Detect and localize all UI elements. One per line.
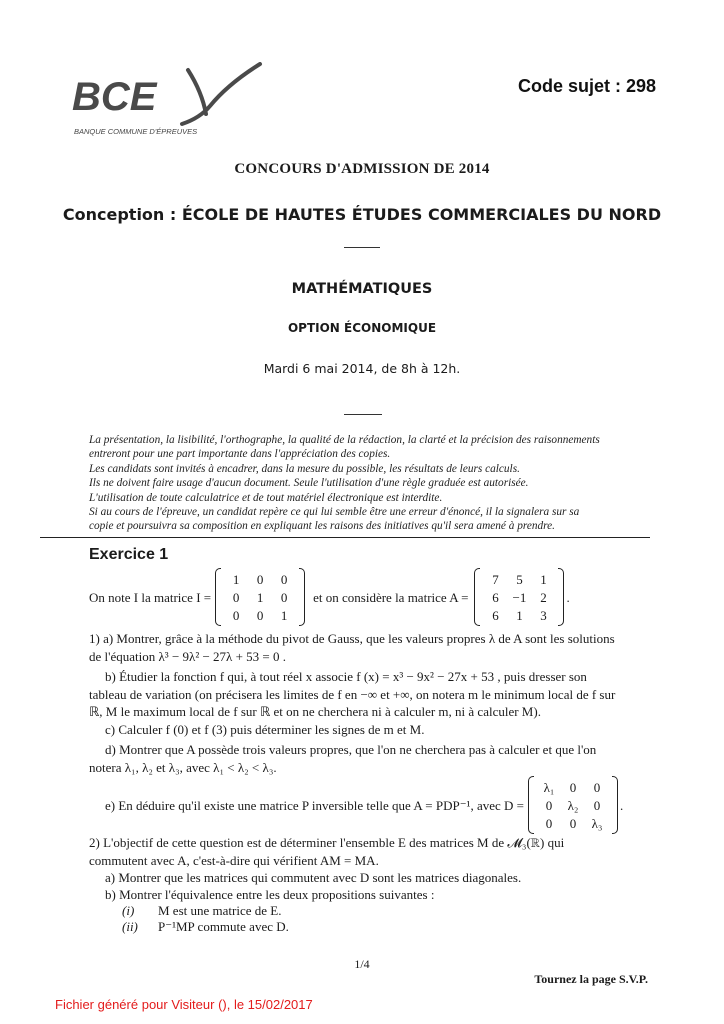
question-2b-i: M est une matrice de E.: [158, 903, 282, 918]
divider: [344, 247, 380, 248]
bce-logo: [70, 62, 270, 142]
question-1b-line3: ℝ, M le maximum local de f sur ℝ et on ne cherchera ni à calculer m, ni à calculer M).: [89, 704, 541, 719]
instruction-line: La présentation, la lisibilité, l'orthographe, la qualité de la rédaction, la clarté et la précision des raisonnements: [89, 434, 600, 446]
question-1d-line2: notera λ₁, λ₂ et λ₃, avec λ₁ < λ₂ < λ₃.: [89, 760, 277, 775]
intro-text-b: et on considère la matrice A =: [313, 589, 469, 605]
generated-file-note: Fichier généré pour Visiteur (), le 15/02/2017: [55, 997, 313, 1012]
instruction-line: entreront pour une part importante dans l'appréciation des copies.: [89, 448, 391, 461]
logo-text: BCE: [72, 75, 157, 119]
question-2b-i-number: (i): [122, 903, 135, 918]
question-1d-line1: d) Montrer que A possède trois valeurs propres, que l'on ne cherchera pas à calculer et que l'on: [105, 742, 597, 757]
question-1e: [105, 776, 623, 834]
section-divider: [40, 537, 650, 538]
matrix-d: λ₁ 0 0 0 λ₂ 0 0 0 λ₃: [528, 776, 618, 834]
divider: [344, 414, 382, 415]
exercise-title: Exercice 1: [89, 546, 169, 563]
code-sujet: Code sujet : 298: [517, 76, 656, 96]
logo-subtitle: BANQUE COMMUNE D'ÉPREUVES: [74, 127, 198, 136]
option-title: OPTION ÉCONOMIQUE: [287, 321, 437, 335]
intro-text-a: On note I la matrice I =: [89, 589, 212, 605]
instructions: [89, 433, 649, 534]
instruction-line: Ils ne doivent faire usage d'aucun document. Seule l'utilisation d'une règle graduée est autorisée.: [89, 477, 529, 490]
question-1a-line1: 1) a) Montrer, grâce à la méthode du pivot de Gauss, que les valeurs propres λ de A sont les solutions: [89, 631, 615, 646]
question-2a: a) Montrer que les matrices qui commutent avec D sont les matrices diagonales.: [105, 870, 522, 885]
question-2b-ii-number: (ii): [122, 919, 138, 934]
page-number: 1/4: [354, 957, 370, 971]
instruction-line: L'utilisation de toute calculatrice et de tout matériel électronique est interdite.: [89, 491, 443, 504]
concours-title: CONCOURS D'ADMISSION DE 2014: [234, 161, 490, 177]
question-2-line2: commutent avec A, c'est-à-dire qui vérifient AM = MA.: [89, 853, 379, 868]
question-1c: c) Calculer f (0) et f (3) puis déterminer les signes de m et M.: [105, 722, 425, 737]
intro-end: .: [566, 589, 570, 605]
exercise-intro: [89, 568, 570, 626]
conception-title: Conception : ÉCOLE DE HAUTES ÉTUDES COMMERCIALES DU NORD: [62, 205, 662, 224]
question-1e-text: e) En déduire qu'il existe une matrice P inversible telle que A = PDP⁻¹, avec D =: [105, 797, 524, 813]
instruction-line: Les candidats sont invités à encadrer, dans la mesure du possible, les résultats de leurs calculs.: [89, 462, 520, 475]
instruction-line: Si au cours de l'épreuve, un candidat repère ce qui lui semble être une erreur d'énoncé, il la signalera sur sa: [89, 506, 580, 519]
matrix-i: 1 0 0 0 1 0 0 0 1: [215, 568, 305, 626]
question-2b-ii: P⁻¹MP commute avec D.: [158, 919, 289, 934]
matrix-a: 7 5 1 6 −1 2 6 1 3: [474, 568, 564, 626]
subject-title: MATHÉMATIQUES: [291, 281, 433, 297]
question-2b: b) Montrer l'équivalence entre les deux propositions suivantes :: [105, 887, 435, 902]
question-1e-end: .: [619, 797, 624, 813]
question-2-line1: 2) L'objectif de cette question est de déterminer l'ensemble E des matrices M de 𝓜₃(ℝ) qui: [89, 835, 565, 850]
instruction-line: copie et poursuivra sa composition en expliquant les raisons des initiatives qu'il sera amené à prendre.: [89, 520, 555, 533]
exam-date: Mardi 6 mai 2014, de 8h à 12h.: [263, 361, 461, 376]
turn-page-note: Tournez la page S.V.P.: [534, 972, 648, 986]
question-1b-line1: b) Étudier la fonction f qui, à tout réel x associe f (x) = x³ − 9x² − 27x + 53 , puis dresser son: [105, 669, 587, 684]
question-1a-line2: de l'équation λ³ − 9λ² − 27λ + 53 = 0 .: [89, 649, 287, 664]
question-1b-line2: tableau de variation (on précisera les limites de f en −∞ et +∞, on notera m le minimum local de f sur: [89, 687, 616, 702]
